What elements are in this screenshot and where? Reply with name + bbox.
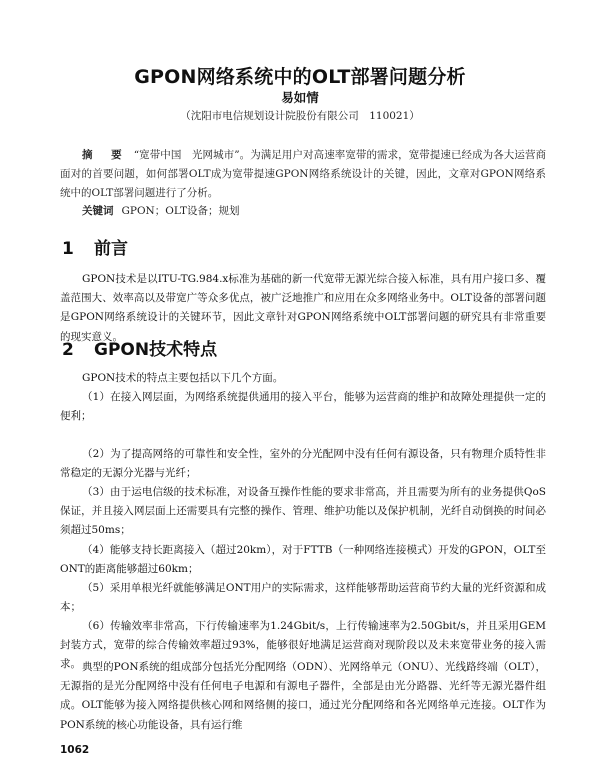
keywords [82,203,546,218]
abstract-label: 摘 要 [82,149,126,161]
section-2-paragraph-4: （3）由于运电信级的技术标准，对设备互操作性能的要求非常高，并且需要为所有的业务提供QoS保证，并且接入网层面上还需要具有完整的操作、管理、维护功能以及保护机制，光纤自动倒换的时间必须超过50ms； [60,486,546,537]
section-2-paragraph-2: （1）在接入网层面，为网络系统提供通用的接入平台，能够为运营商的维护和故障处理提供一定的便利； [60,391,546,423]
page-number: 1062 [60,744,90,756]
section-2-paragraph-3: （2）为了提高网络的可靠性和安全性，室外的分光配网中没有任何有源设备，只有物理介质特性非常稳定的无源分光器与光纤； [60,448,546,480]
section-2-paragraph-8: 典型的PON系统的组成部分包括光分配网络（ODN）、光网络单元（ONU）、光线路终端（OLT），无源指的是光分配网络中没有任何电子电源和有源电子器件，全部是由光分路器、光纤等无源光器件组成。OLT能够为接入网络提供核心网和网络侧的接口，通过光分配网络和各光网络单元连接。OLT作为PON系统的核心功能设备，具有运行维 [60,661,546,731]
paper-affiliation: （沈阳市电信规划设计院股份有限公司 110021） [180,110,420,122]
section-2-paragraph-1: GPON技术的特点主要包括以下几个方面。 [82,372,284,384]
abstract [60,146,546,203]
abstract-text: “宽带中国 光网城市”。为满足用户对高速率宽带的需求，宽带提速已经成为各大运营商面对的首要问题，如何部署OLT成为宽带提速GPON网络系统设计的关键，因此，文章对GPON网络系统中的OLT部署问题进行了分析。 [60,149,547,199]
section-2-paragraph-5: （4）能够支持长距离接入（超过20km），对于FTTB（一种网络连接模式）开发的GPON，OLT至ONT的距离能够超过60km； [60,544,546,576]
section-number: 2 [62,340,74,360]
section-title: 前言 [94,239,128,259]
keywords-text: GPON；OLT设备；规划 [121,205,240,217]
section-1-paragraph-1: GPON技术是以ITU-TG.984.x标准为基础的新一代宽带无源光综合接入标准，具有用户接口多、覆盖范围大、效率高以及带宽广等众多优点，被广泛地推广和应用在众多网络业务中。OLT设备的部署问题是GPON网络系统设计的关键环节，因此文章针对GPON网络系统中OLT部署问题的研究具有非常重要的现实意义。 [60,273,546,343]
section-heading-2 [62,335,217,360]
section-2-paragraph-7: （6）传输效率非常高，下行传输速率为1.24Gbit/s，上行传输速率为2.50Gbit/s，并且采用GEM封装方式，宽带的综合传输效率超过93%，能够很好地满足运营商对现阶段以及未来宽带业务的接入需求。 [60,620,546,671]
keywords-label: 关键词 [82,205,114,217]
paper-title: GPON网络系统中的OLT部署问题分析 [134,66,466,88]
section-title: GPON技术特点 [94,340,218,360]
paper-author: 易如情 [281,90,319,105]
section-number: 1 [62,239,74,259]
section-2-paragraph-6: （5）采用单根光纤就能够满足ONT用户的实际需求，这样能够帮助运营商节约大量的光纤资源和成本； [60,582,546,614]
section-heading-1 [62,234,128,259]
